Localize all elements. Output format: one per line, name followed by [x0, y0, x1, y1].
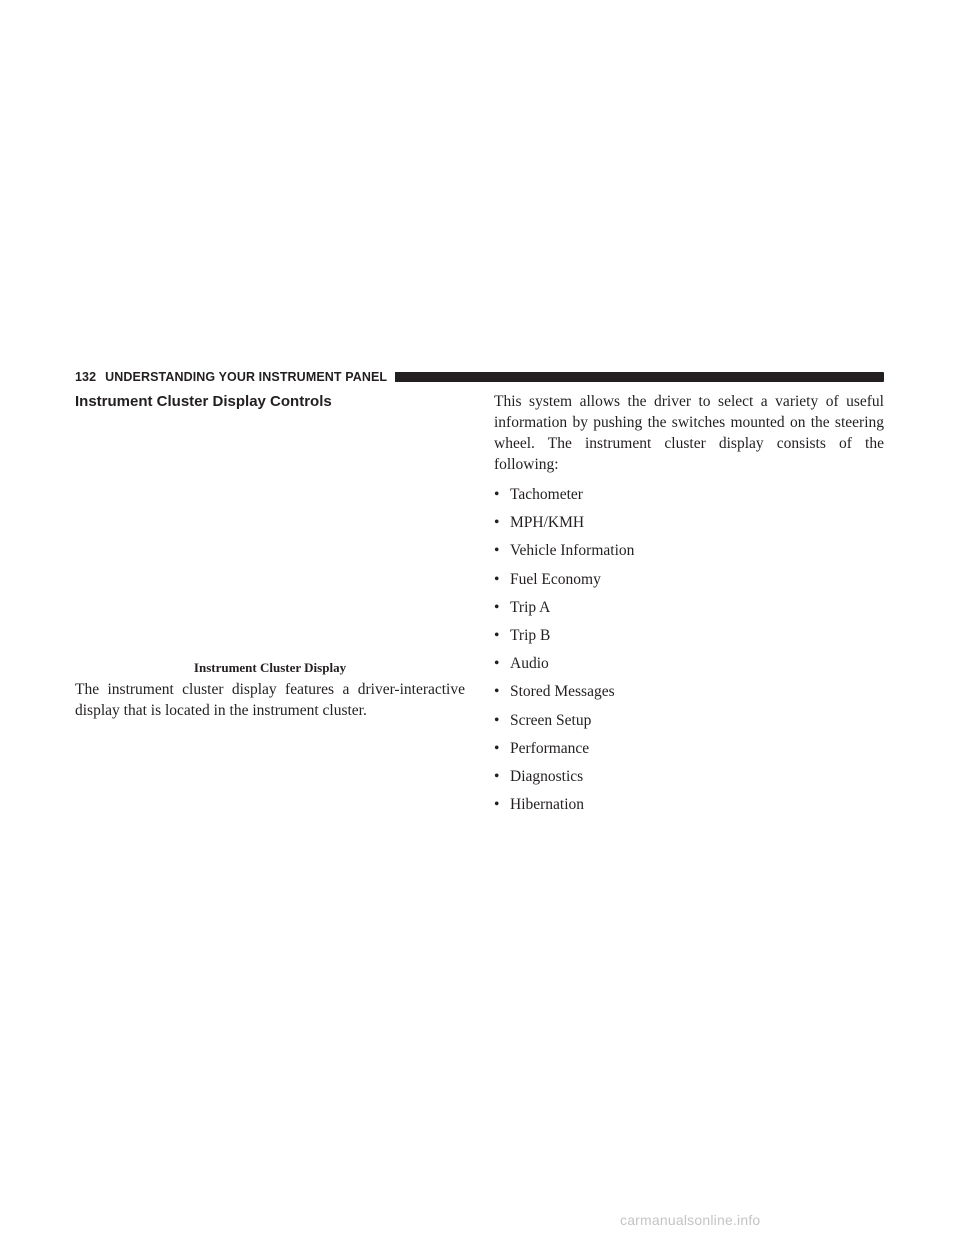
list-item [494, 541, 884, 569]
bullet-icon: • [494, 711, 500, 729]
figure-placeholder [75, 412, 465, 672]
list-item-label: Fuel Economy [510, 570, 601, 588]
bullet-icon: • [494, 739, 500, 757]
bullet-icon: • [494, 514, 500, 532]
page-header [75, 367, 884, 387]
list-item [494, 711, 884, 739]
list-item [494, 682, 884, 710]
page-number: 132 [75, 370, 97, 384]
list-item [494, 570, 884, 598]
list-item-label: Audio [510, 655, 549, 673]
bullet-icon: • [494, 626, 500, 644]
list-item [494, 598, 884, 626]
list-item-label: Performance [510, 739, 590, 757]
list-item-label: Diagnostics [510, 767, 584, 785]
list-item-label: MPH/KMH [510, 514, 585, 532]
list-item [494, 654, 884, 682]
list-item-label: Screen Setup [510, 711, 592, 729]
figure-caption: Instrument Cluster Display [193, 660, 347, 675]
list-item-label: Hibernation [510, 796, 585, 814]
header-rule [395, 372, 884, 382]
list-item-label: Trip A [510, 598, 551, 616]
bullet-icon: • [494, 683, 500, 701]
watermark: carmanualsonline.info [620, 1212, 761, 1228]
list-item [494, 513, 884, 541]
list-item [494, 739, 884, 767]
bullet-icon: • [494, 598, 500, 616]
section-heading: Instrument Cluster Display Controls [75, 393, 332, 410]
list-item [494, 795, 884, 823]
list-item-label: Vehicle Information [510, 542, 635, 560]
section-title: UNDERSTANDING YOUR INSTRUMENT PANEL [105, 370, 388, 384]
feature-list [494, 485, 884, 823]
bullet-icon: • [494, 570, 500, 588]
bullet-icon: • [494, 486, 500, 503]
bullet-icon: • [494, 767, 500, 785]
list-item [494, 485, 884, 513]
left-column [75, 392, 465, 719]
list-item [494, 626, 884, 654]
intro-paragraph: This system allows the driver to select a variety of useful information by pushing the switches mounted on the steering wheel. The instrument cluster display consists of the following: [494, 393, 884, 473]
body-paragraph: The instrument cluster display features a driver-interactive display that is located in the instrument cluster. [75, 681, 465, 719]
list-item-label: Stored Messages [510, 683, 615, 701]
list-item-label: Trip B [510, 626, 551, 644]
bullet-icon: • [494, 655, 500, 673]
bullet-icon: • [494, 542, 500, 560]
list-item-label: Tachometer [510, 486, 583, 503]
bullet-icon: • [494, 796, 500, 814]
right-column [494, 391, 884, 823]
list-item [494, 767, 884, 795]
